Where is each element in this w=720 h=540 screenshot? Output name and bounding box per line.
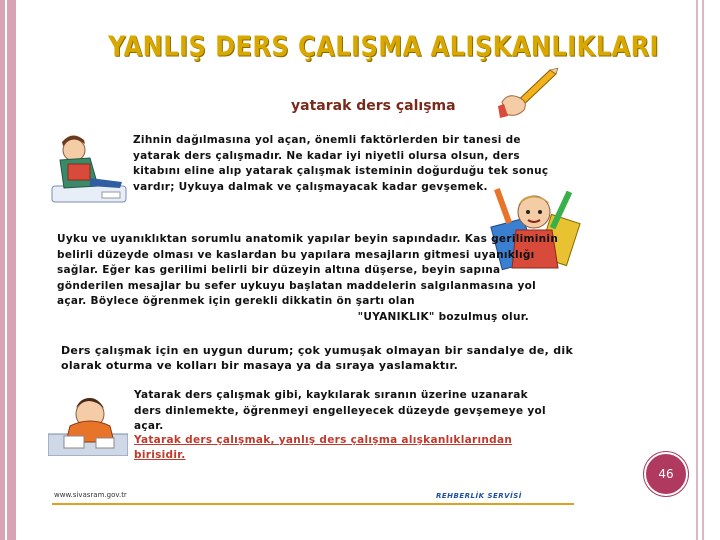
right-decorative-border [696, 0, 704, 540]
footer-website: www.sivasram.gov.tr [54, 491, 127, 499]
paragraph-slouching: Yatarak ders çalışmak gibi, kaykılarak sıranın üzerine uzanarak ders dinlemekte, öğrenmeyi engelleyecek düzeyde gevşemeye yol açar. [134, 389, 546, 432]
footer-divider [52, 503, 574, 505]
section-subtitle: yatarak ders çalışma [291, 98, 456, 114]
student-lying-reading-illustration [46, 128, 132, 210]
paragraph-anatomy-conclusion: "UYANIKLIK" bozulmuş olur. [357, 310, 529, 323]
left-decorative-border [0, 0, 16, 540]
paragraph-best-posture: Ders çalışmak için en uygun durum; çok yumuşak olmayan bir sandalye de, dik olarak oturma ve kolları bir masaya ya da sıraya yaslamaktır. [61, 344, 574, 372]
page-number-badge: 46 [644, 452, 688, 496]
paragraph-anatomy-text: Uyku ve uyanıklıktan sorumlu anatomik yapılar beyin sapındadır. Kas geriliminin belirli düzeyde olması ve kaslardan bu yapılara mesajların gitmesi uyanıklığı sağlar. Eğer kas gerilimi belirli bir düzeyin altına düşerse, beyin sapına gönderilen mesajlar bu sefer uykuyu başlatan maddelerin salgılanmasına yol açar. Böylece öğrenmek için gerekli dikkatin ön şartı olan [57, 233, 559, 307]
paragraph-lying-study: Zihnin dağılmasına yol açan, önemli faktörlerden bir tanesi de yatarak ders çalışmadır. Ne kadar iyi niyetli olursa olsun, ders kitabını eline alıp yatarak çalışmak isteminin doğurduğu tek sonuç vardır; Uykuya dalmak ve çalışmayacak kadar gevşemek. [133, 134, 549, 193]
highlight-conclusion: Yatarak ders çalışmak, yanlış ders çalışma alışkanlıklarından birisidir. [134, 434, 513, 461]
boy-at-desk-illustration [48, 386, 128, 456]
paragraph-anatomy [57, 232, 569, 325]
hand-pencil-illustration [498, 62, 564, 120]
page-title: YANLIŞ DERS ÇALIŞMA ALIŞKANLIKLARI [108, 30, 659, 63]
footer-guidance-service: REHBERLİK SERVİSİ [436, 492, 522, 500]
